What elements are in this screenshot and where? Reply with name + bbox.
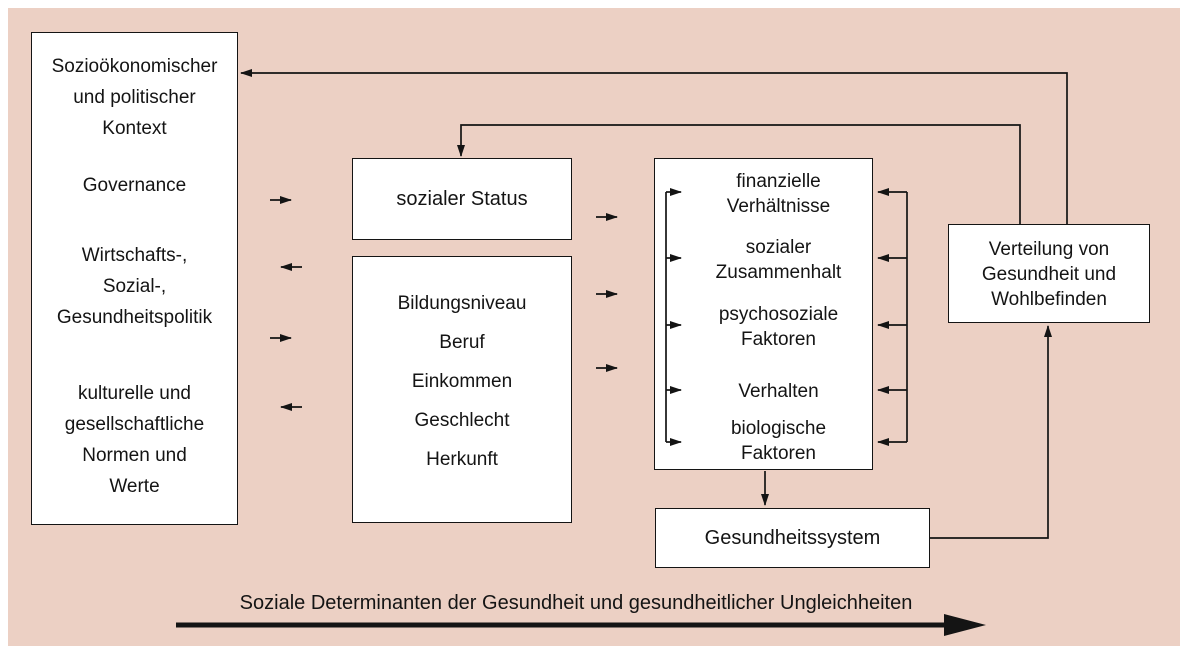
context-line: Sozioökonomischer <box>51 56 218 77</box>
determinant-line: Herkunft <box>426 449 498 470</box>
context-line: und politischer <box>73 87 196 108</box>
distribution-box <box>948 224 1150 323</box>
determinant-line: Einkommen <box>411 371 513 392</box>
factor-line: finanzielle <box>736 171 821 192</box>
factor-line: Verhalten <box>738 381 819 402</box>
factor-line: sozialer <box>745 237 812 258</box>
health-system-box <box>655 508 930 568</box>
context-line: Wirtschafts-, <box>81 245 188 266</box>
context-box <box>31 32 238 525</box>
factor-line: Faktoren <box>741 329 816 350</box>
context-line: Governance <box>82 175 187 196</box>
determinant-line: Beruf <box>439 332 485 353</box>
health-system-label: Gesundheitssystem <box>704 526 881 549</box>
factor-line: biologische <box>730 418 827 439</box>
distribution-line: Verteilung von <box>988 239 1110 260</box>
factor-item <box>655 169 872 219</box>
context-group-kontext <box>32 51 237 144</box>
factor-item <box>655 235 872 285</box>
context-line: Werte <box>109 476 160 497</box>
context-line: Normen und <box>82 445 187 466</box>
context-line: Kontext <box>102 118 167 139</box>
bottom-axis-label: Soziale Determinanten der Gesundheit und gesundheitlicher Ungleichheiten <box>239 592 913 614</box>
context-group-governance <box>32 170 237 201</box>
determinant-line: Geschlecht <box>414 410 510 431</box>
distribution-line: Gesundheit und <box>981 264 1117 285</box>
determinant-line: Bildungsniveau <box>397 293 527 314</box>
factor-item <box>655 416 872 466</box>
factor-line: Faktoren <box>741 443 816 464</box>
factor-item <box>655 379 872 404</box>
context-line: gesellschaftliche <box>64 414 205 435</box>
context-line: Sozial-, <box>102 276 167 297</box>
factor-line: Verhältnisse <box>726 196 831 217</box>
context-line: kulturelle und <box>77 383 192 404</box>
factor-item <box>655 302 872 352</box>
proximate-factors-box <box>654 158 873 470</box>
social-status-box <box>352 158 572 240</box>
context-line: Gesundheitspolitik <box>56 307 213 328</box>
context-group-politik <box>32 240 237 333</box>
factor-line: Zusammenhalt <box>715 262 842 283</box>
social-status-label: sozialer Status <box>396 187 528 210</box>
factor-line: psychosoziale <box>718 304 839 325</box>
distribution-line: Wohlbefinden <box>991 289 1107 310</box>
context-group-normen <box>32 378 237 502</box>
determinants-box <box>352 256 572 523</box>
